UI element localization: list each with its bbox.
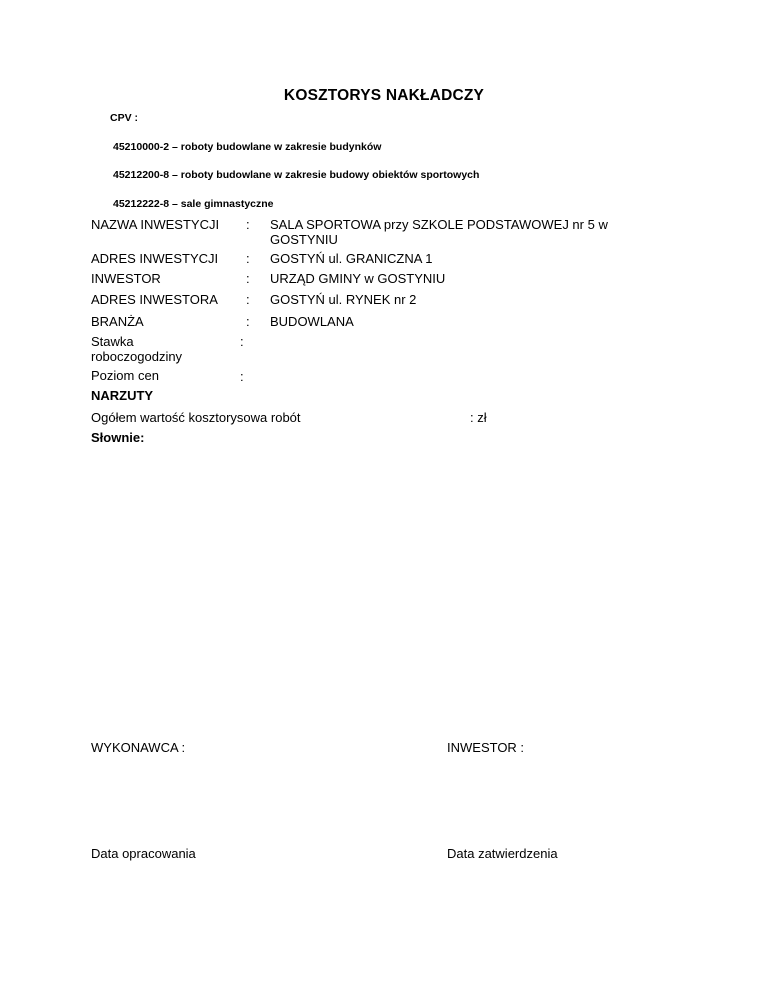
contractor-label: WYKONAWCA : (91, 740, 186, 755)
investor-label: INWESTOR : (447, 740, 525, 755)
total-label: Ogółem wartość kosztorysowa robót (91, 410, 301, 425)
field-value: SALA SPORTOWA przy SZKOLE PODSTAWOWEJ nr 5 w GOSTYNIU (270, 217, 608, 247)
prepared-date-label: Data opracowania (91, 846, 196, 861)
field-label: ADRES INWESTYCJI (91, 251, 219, 266)
field-label: BRANŻA (91, 314, 144, 329)
cpv-code-2: 45212200-8 – roboty budowlane w zakresie budowy obiektów sportowych (113, 169, 480, 181)
field-value: BUDOWLANA (270, 314, 354, 329)
field-colon: : (246, 292, 250, 307)
field-label: ADRES INWESTORA (91, 292, 218, 307)
document-title: KOSZTORYS NAKŁADCZY (283, 87, 485, 104)
field-value: GOSTYŃ ul. GRANICZNA 1 (270, 251, 433, 266)
field-value: GOSTYŃ ul. RYNEK nr 2 (270, 292, 417, 307)
narzuty-heading: NARZUTY (91, 388, 154, 403)
cpv-label: CPV : (110, 112, 139, 124)
in-words-label: Słownie: (91, 430, 145, 445)
field-colon: : (246, 314, 250, 329)
field-colon: : (246, 271, 250, 286)
cpv-code-3: 45212222-8 – sale gimnastyczne (113, 198, 274, 210)
field-label: Stawka roboczogodziny (91, 334, 183, 364)
field-label: INWESTOR (91, 271, 161, 286)
field-colon: : (246, 217, 250, 232)
field-value: URZĄD GMINY w GOSTYNIU (270, 271, 446, 286)
field-label: NAZWA INWESTYCJI (91, 217, 220, 232)
approval-date-label: Data zatwierdzenia (447, 846, 558, 861)
field-label: Poziom cen (91, 368, 159, 383)
field-colon: : (246, 251, 250, 266)
field-colon: : (240, 334, 244, 349)
field-colon: : (240, 369, 244, 384)
cpv-code-1: 45210000-2 – roboty budowlane w zakresie budynków (113, 141, 382, 153)
total-value: : zł (470, 410, 487, 425)
